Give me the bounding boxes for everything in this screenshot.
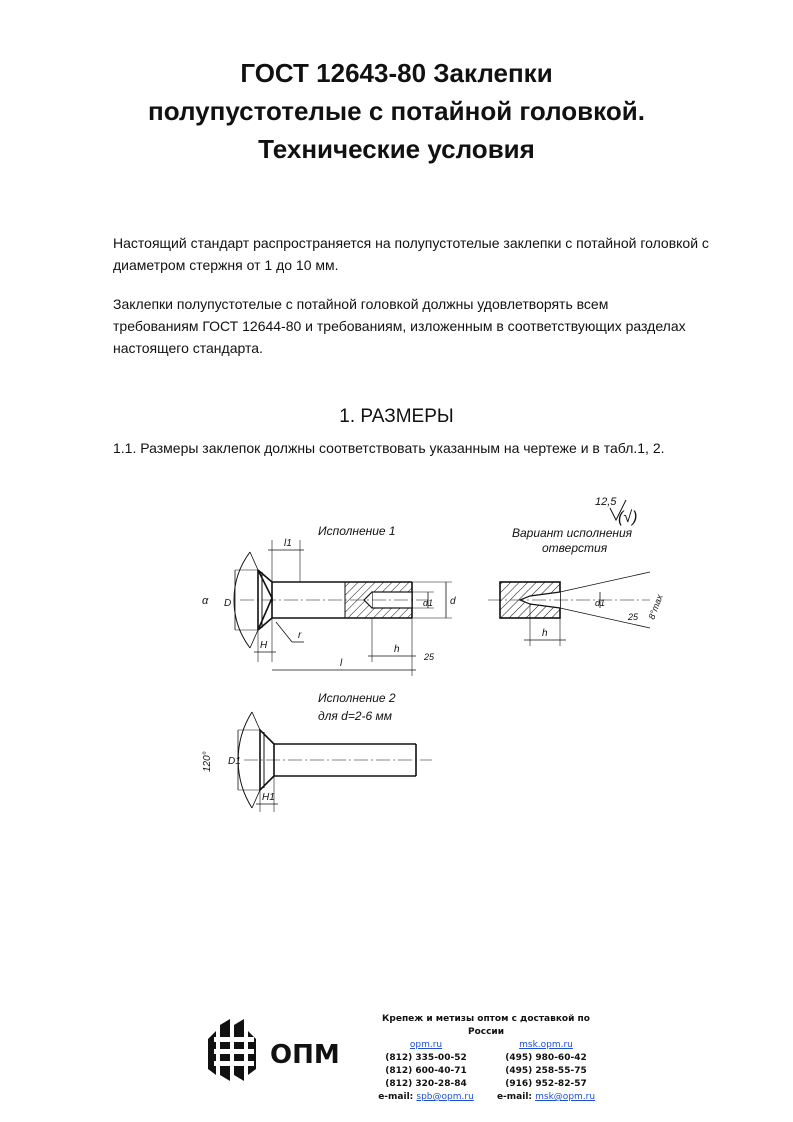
msk-phone-1: (495) 980-60-42 — [505, 1053, 587, 1063]
spb-phone-2: (812) 600-40-71 — [385, 1066, 467, 1076]
hole-dim-d1: d1 — [595, 598, 606, 608]
opm-logo — [204, 1017, 364, 1083]
dim-d: d — [450, 596, 456, 607]
dim-alpha: α — [202, 595, 209, 607]
msk-phone-2: (495) 258-55-75 — [505, 1066, 587, 1076]
footer-contacts — [366, 1013, 606, 1104]
hole-variant-label-1: Вариант исполнения — [512, 526, 633, 540]
spb-email-link[interactable]: spb@opm.ru — [416, 1092, 474, 1102]
dim-h: h — [394, 644, 400, 655]
msk-phone-3: (916) 952-82-57 — [505, 1079, 587, 1089]
variant-1-label: Исполнение 1 — [318, 524, 396, 538]
hole-dim-h: h — [542, 628, 548, 639]
footer-heading: Крепеж и метизы оптом с доставкой по России — [382, 1014, 590, 1037]
clause-1-1: 1.1. Размеры заклепок должны соответствовать указанным на чертеже и в табл.1, 2. — [113, 440, 665, 456]
dim-r: r — [298, 630, 302, 641]
link-msk-opm-ru[interactable]: msk.opm.ru — [519, 1040, 573, 1050]
hole-dim-25: 25 — [628, 612, 639, 622]
variant-1-view — [234, 540, 452, 676]
dim-l: l — [340, 658, 343, 669]
intro-paragraph-1 — [113, 232, 733, 276]
intro-p2-line-2: требованиям ГОСТ 12644-80 и требованиям, изложенным в соответствующих разделах — [113, 318, 686, 334]
msk-email-label: e-mail: — [496, 1092, 532, 1102]
hole-variant-label-2: отверстия — [542, 541, 608, 555]
dim-H1: H1 — [262, 792, 275, 803]
intro-p1-line-2: диаметром стержня от 1 до 10 мм. — [113, 257, 339, 273]
link-opm-ru[interactable]: opm.ru — [409, 1040, 443, 1050]
intro-p2-line-1: Заклепки полупустотелые с потайной головкой должны удовлетворять всем — [113, 296, 609, 312]
title-line-2: полупустотелые с потайной головкой. — [148, 96, 645, 126]
dim-D: D — [224, 598, 232, 609]
dim-H: H — [260, 640, 268, 651]
roughness-mark: (√) — [618, 509, 638, 526]
roughness-value: 12,5 — [595, 496, 617, 508]
spb-phone-1: (812) 335-00-52 — [385, 1053, 467, 1063]
hole-dim-angle: 8°max — [646, 593, 665, 621]
intro-p1-line-1: Настоящий стандарт распространяется на полупустотелые заклепки с потайной головкой с — [113, 235, 709, 251]
intro-p2-line-3: настоящего стандарта. — [113, 340, 263, 356]
spb-phone-3: (812) 320-28-84 — [385, 1079, 467, 1089]
dim-roughness-25: 25 — [424, 652, 435, 662]
variant-2-label-1: Исполнение 2 — [318, 691, 396, 705]
spb-email-label: e-mail: — [378, 1092, 414, 1102]
title-line-1: ГОСТ 12643-80 Заклепки — [240, 58, 553, 88]
brand-name: ОПМ — [270, 1040, 340, 1070]
title-line-3: Технические условия — [258, 134, 535, 164]
variant-2-label-2: для d=2-6 мм — [318, 709, 392, 723]
dim-120: 120° — [202, 751, 213, 772]
dim-d1: d1 — [423, 598, 434, 608]
dim-D1: D1 — [228, 756, 241, 767]
page-title — [40, 54, 753, 168]
hole-variant-view — [488, 572, 650, 646]
rivet-drawing — [180, 480, 680, 840]
dim-l1: l1 — [284, 538, 292, 549]
section-heading: 1. РАЗМЕРЫ — [339, 406, 454, 427]
msk-email-link[interactable]: msk@opm.ru — [535, 1092, 596, 1102]
intro-paragraph-2 — [113, 293, 733, 359]
